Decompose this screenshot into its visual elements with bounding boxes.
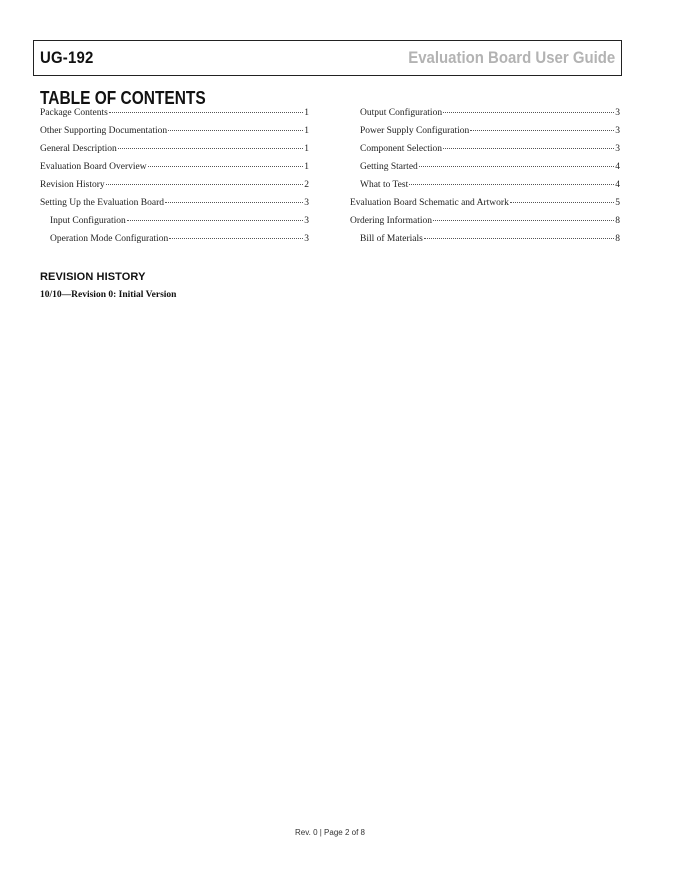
toc-entry-page: 8 (615, 234, 620, 244)
toc-entry[interactable] (40, 198, 309, 216)
toc-entry-page: 3 (304, 216, 309, 226)
page-header (33, 40, 622, 76)
revision-entry: 10/10—Revision 0: Initial Version (40, 290, 177, 300)
toc-entry[interactable] (40, 216, 309, 234)
toc-entry-page: 3 (304, 198, 309, 208)
toc-entry-label: Output Configuration (360, 108, 443, 118)
toc-entry-label: Power Supply Configuration (360, 126, 470, 136)
toc-entry-label: Evaluation Board Overview (40, 162, 147, 172)
toc-entry-label: Package Contents (40, 108, 108, 118)
toc-entry-page: 8 (615, 216, 620, 226)
toc-entry[interactable] (350, 126, 620, 144)
toc-leader-dots (109, 112, 303, 113)
toc-leader-dots (510, 202, 614, 203)
toc-left-column (40, 108, 309, 252)
toc-leader-dots (106, 184, 304, 185)
toc-entry-label: Operation Mode Configuration (50, 234, 169, 244)
toc-entry-label: Other Supporting Documentation (40, 126, 168, 136)
toc-entry-label: General Description (40, 144, 117, 154)
toc-entry-label: Evaluation Board Schematic and Artwork (350, 198, 509, 208)
toc-leader-dots (165, 202, 303, 203)
toc-entry-label: Setting Up the Evaluation Board (40, 198, 165, 208)
toc-leader-dots (433, 220, 614, 221)
toc-entry-label: Bill of Materials (360, 234, 423, 244)
toc-entry-page: 3 (304, 234, 309, 244)
toc-leader-dots (118, 148, 303, 149)
toc-entry[interactable] (350, 162, 620, 180)
toc-entry[interactable] (40, 162, 309, 180)
toc-leader-dots (443, 148, 614, 149)
toc-leader-dots (148, 166, 304, 167)
toc-entry-label: Ordering Information (350, 216, 433, 226)
toc-entry-label: What to Test (360, 180, 409, 190)
page-footer: Rev. 0 | Page 2 of 8 (295, 828, 365, 837)
toc-entry-page: 1 (304, 126, 309, 136)
toc-leader-dots (443, 112, 614, 113)
toc-leader-dots (127, 220, 304, 221)
toc-entry[interactable] (350, 180, 620, 198)
toc-entry-label: Getting Started (360, 162, 418, 172)
toc-entry[interactable] (350, 108, 620, 126)
toc-entry[interactable] (350, 144, 620, 162)
toc-entry[interactable] (350, 234, 620, 252)
toc-entry-page: 3 (615, 126, 620, 136)
toc-entry-label: Component Selection (360, 144, 443, 154)
toc-leader-dots (424, 238, 614, 239)
toc-entry[interactable] (40, 234, 309, 252)
toc-entry-page: 5 (615, 198, 620, 208)
toc-leader-dots (169, 238, 303, 239)
document-title: Evaluation Board User Guide (407, 48, 615, 67)
toc-entry[interactable] (40, 180, 309, 198)
toc-entry-page: 4 (615, 180, 620, 190)
document-id: UG-192 (40, 48, 94, 67)
toc-entry-page: 3 (615, 144, 620, 154)
revision-history-heading: REVISION HISTORY (40, 271, 146, 283)
toc-leader-dots (419, 166, 614, 167)
toc-right-column (350, 108, 620, 252)
toc-entry[interactable] (350, 216, 620, 234)
toc-entry-page: 3 (615, 108, 620, 118)
toc-leader-dots (409, 184, 614, 185)
toc-entry-page: 1 (304, 144, 309, 154)
toc-entry-page: 1 (304, 108, 309, 118)
toc-leader-dots (470, 130, 614, 131)
toc-entry-label: Input Configuration (50, 216, 126, 226)
toc-entry[interactable] (40, 144, 309, 162)
toc-entry[interactable] (350, 198, 620, 216)
toc-entry-page: 2 (304, 180, 309, 190)
toc-entry[interactable] (40, 126, 309, 144)
toc-heading: TABLE OF CONTENTS (40, 88, 206, 108)
toc-leader-dots (168, 130, 303, 131)
toc-entry-label: Revision History (40, 180, 105, 190)
toc-entry-page: 1 (304, 162, 309, 172)
toc-entry-page: 4 (615, 162, 620, 172)
toc-entry[interactable] (40, 108, 309, 126)
